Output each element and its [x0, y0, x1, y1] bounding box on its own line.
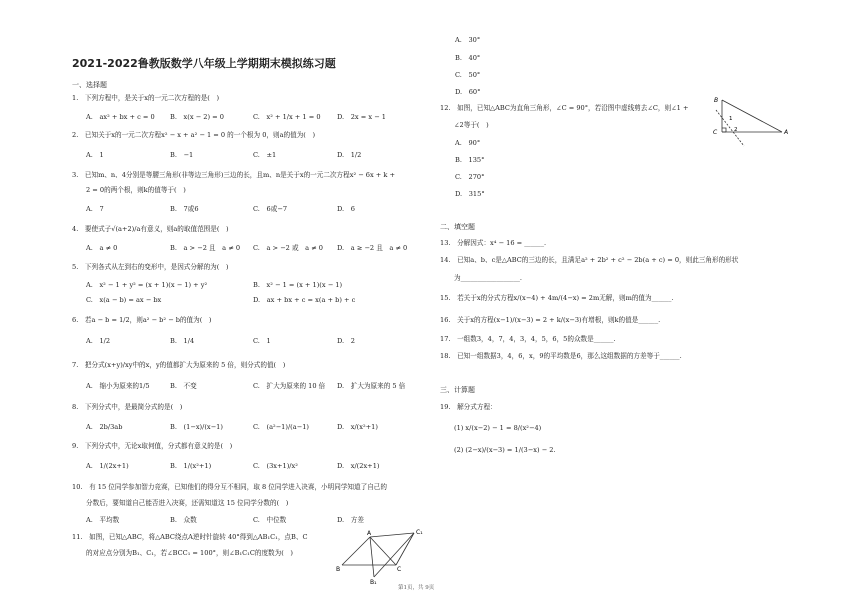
- fig11-segment-ac: [370, 537, 396, 565]
- q1-option-c: C. x² + 1/x + 1 = 0: [253, 113, 321, 121]
- fig11-segment-ab1: [370, 537, 374, 577]
- q3-option-a: A. 7: [86, 205, 104, 213]
- q9-option-a: A. 1/(2x+1): [86, 462, 129, 470]
- q12-option-c: C. 270°: [455, 173, 485, 181]
- q1-option-a: A. ax² + bx + c = 0: [86, 113, 155, 121]
- q6-option-b: B. 1/4: [170, 337, 195, 345]
- page-footer: 第1页，共 9页: [398, 585, 435, 591]
- question-7: 7. 把分式(x+y)/xy中的x，y的值都扩大为原来的 5 倍，则分式的值( ): [72, 361, 286, 369]
- question-5: 5. 下列各式从左到右的变形中，是因式分解的为( ): [72, 263, 229, 271]
- q3-option-d: D. 6: [337, 205, 355, 213]
- fig11-label-c1: C₁: [416, 529, 423, 536]
- fig11-segment-b1c1: [374, 533, 414, 577]
- q10-option-c: C. 中位数: [253, 516, 287, 524]
- q2-option-d: D. 1/2: [337, 151, 362, 159]
- question-19-part-2: (2) (2−x)/(x−3) = 1/(3−x) − 2.: [454, 446, 556, 454]
- question-17: 17. 一组数3，4，7，4，3，4，5，6，5的众数是______.: [440, 335, 616, 343]
- q3-option-c: C. 6或−7: [253, 205, 288, 213]
- q9-option-c: C. (3x+1)/x²: [253, 462, 298, 470]
- q11-option-a: A. 30°: [455, 36, 481, 44]
- q10-option-b: B. 众数: [170, 516, 197, 524]
- q8-option-a: A. 2b/3ab: [86, 423, 123, 431]
- q6-option-d: D. 2: [337, 337, 355, 345]
- q5-option-a: A. x² − 1 + y² = (x + 1)(x − 1) + y²: [86, 281, 208, 289]
- fig12-label-c: C: [713, 129, 718, 136]
- fig12-right-angle-mark: [722, 128, 726, 132]
- q5-option-b: B. x² − 1 = (x + 1)(x − 1): [253, 281, 343, 289]
- q7-option-c: C. 扩大为原来的 10 倍: [253, 382, 326, 390]
- question-4: 4. 要使式子√(a+2)/a有意义，则a的取值范围是( ): [72, 225, 229, 233]
- fig11-label-a: A: [367, 530, 372, 537]
- q9-option-d: D. x/(2x+1): [337, 462, 380, 470]
- question-14-line2: 为__________________.: [454, 274, 523, 282]
- q5-option-c: C. x(a − b) = ax − bx: [86, 296, 162, 304]
- q6-option-c: C. 1: [253, 337, 271, 345]
- q4-option-c: C. a > −2 或 a ≠ 0: [253, 244, 323, 252]
- question-12-line2: ∠2等于( ): [454, 121, 489, 129]
- figure-11-rotation-diagram: [334, 525, 430, 585]
- question-12-line1: 12. 如图，已知△ABC为直角三角形，∠C = 90°，若沿图中虚线剪去∠C，则∠1 +: [440, 104, 689, 112]
- q4-option-d: D. a ≥ −2 且 a ≠ 0: [337, 244, 408, 252]
- q1-option-d: D. 2x = x − 1: [337, 113, 387, 121]
- q11-option-d: D. 60°: [455, 88, 481, 96]
- fig11-label-b: B: [336, 566, 341, 573]
- question-3-line1: 3. 已知m、n、4分别是等腰三角形(非等边三角形)三边的长，且m、n是关于x的一元二次方程x² − 6x + k +: [72, 171, 396, 179]
- q2-option-c: C. ±1: [253, 151, 277, 159]
- q10-option-a: A. 平均数: [86, 516, 120, 524]
- fig11-segment-ac1: [370, 533, 414, 537]
- question-15: 15. 若关于x的分式方程x/(x−4) + 4m/(4−x) = 2m无解，则m的值为______.: [440, 294, 674, 302]
- question-11-line1: 11. 如图，已知△ABC，将△ABC绕点A逆时针旋转 40°得到△AB₁C₁，点B、C: [72, 533, 308, 541]
- section-heading-choice: 一、选择题: [72, 81, 107, 89]
- q10-option-d: D. 方差: [337, 516, 364, 524]
- question-3-line2: 2 = 0的两个根，则k的值等于( ): [86, 186, 186, 194]
- question-8: 8. 下列分式中，是最简分式的是( ): [72, 403, 183, 411]
- q2-option-a: A. 1: [86, 151, 104, 159]
- fig12-angle-1: 1: [729, 116, 733, 122]
- q9-option-b: B. 1/(x²+1): [170, 462, 212, 470]
- q7-option-d: D. 扩大为原来的 5 倍: [337, 382, 406, 390]
- q7-option-b: B. 不变: [170, 382, 197, 390]
- page-title: 2021-2022鲁教版数学八年级上学期期末模拟练习题: [72, 57, 336, 70]
- q12-option-d: D. 315°: [455, 190, 485, 198]
- q8-option-b: B. (1−x)/(x−1): [170, 423, 223, 431]
- q2-option-b: B. −1: [170, 151, 194, 159]
- question-1: 1. 下列方程中，是关于x的一元二次方程的是( ): [72, 94, 220, 102]
- fig11-label-b1: B₁: [370, 579, 377, 585]
- question-19: 19. 解分式方程：: [440, 403, 497, 411]
- q4-option-a: A. a ≠ 0: [86, 244, 118, 252]
- figure-12-right-triangle-diagram: [710, 96, 794, 152]
- question-18: 18. 已知一组数据3，4，6，x，9的平均数是6，那么这组数据的方差等于______.: [440, 352, 682, 360]
- q1-option-b: B. x(x − 2) = 0: [170, 113, 224, 121]
- q12-option-a: A. 90°: [455, 139, 481, 147]
- question-14-line1: 14. 已知a、b、c是△ABC的三边的长，且满足a² + 2b² + c² − 2b(a + c) = 0，则此三角形的形状: [440, 256, 739, 264]
- fig12-angle-2: 2: [734, 127, 738, 133]
- fig11-segment-cc1: [396, 533, 414, 565]
- question-13: 13. 分解因式：x⁴ − 16 = ______.: [440, 239, 547, 247]
- q7-option-a: A. 缩小为原来的1/5: [86, 382, 150, 390]
- question-10-line1: 10. 有 15 位同学参加智力竞赛，已知他们的得分互不相同，取 8 位同学进入决赛，小明同学知道了自己的: [72, 483, 387, 491]
- question-10-line2: 分数后，要知道自己能否进入决赛，还需知道这 15 位同学分数的( ): [86, 499, 289, 507]
- q11-option-c: C. 50°: [455, 71, 481, 79]
- question-6: 6. 若a − b = 1/2，则a² − b² − b的值为( ): [72, 316, 212, 324]
- q5-option-d: D. ax + bx + c = x(a + b) + c: [253, 296, 356, 304]
- q12-option-b: B. 135°: [455, 156, 485, 164]
- fig12-label-a: A: [784, 129, 789, 136]
- question-16: 16. 关于x的方程(x−1)/(x−3) = 2 + k/(x−3)有增根，则k的值是______.: [440, 316, 661, 324]
- q11-option-b: B. 40°: [455, 54, 481, 62]
- fig11-segment-ab: [342, 537, 370, 565]
- question-19-part-1: (1) x/(x−2) − 1 = 8/(x²−4): [454, 424, 542, 432]
- fig11-label-c: C: [397, 566, 402, 573]
- question-11-line2: 的对应点分别为B₁、C₁，若∠BCC₁ = 100°，则∠B₁C₁C的度数为( ): [86, 549, 293, 557]
- q3-option-b: B. 7或6: [170, 205, 199, 213]
- q4-option-b: B. a > −2 且 a ≠ 0: [170, 244, 241, 252]
- q6-option-a: A. 1/2: [86, 337, 111, 345]
- question-2: 2. 已知关于x的一元二次方程x² − x + a² − 1 = 0 的一个根为 0，则a的值为( ): [72, 131, 316, 139]
- q8-option-d: D. x/(x²+1): [337, 423, 378, 431]
- section-heading-calc: 三、计算题: [440, 386, 475, 394]
- section-heading-fill: 二、填空题: [440, 223, 475, 231]
- fig12-label-b: B: [714, 97, 719, 104]
- q8-option-c: C. (a²−1)/(a−1): [253, 423, 309, 431]
- question-9: 9. 下列分式中，无论x取何值，分式都有意义的是( ): [72, 442, 233, 450]
